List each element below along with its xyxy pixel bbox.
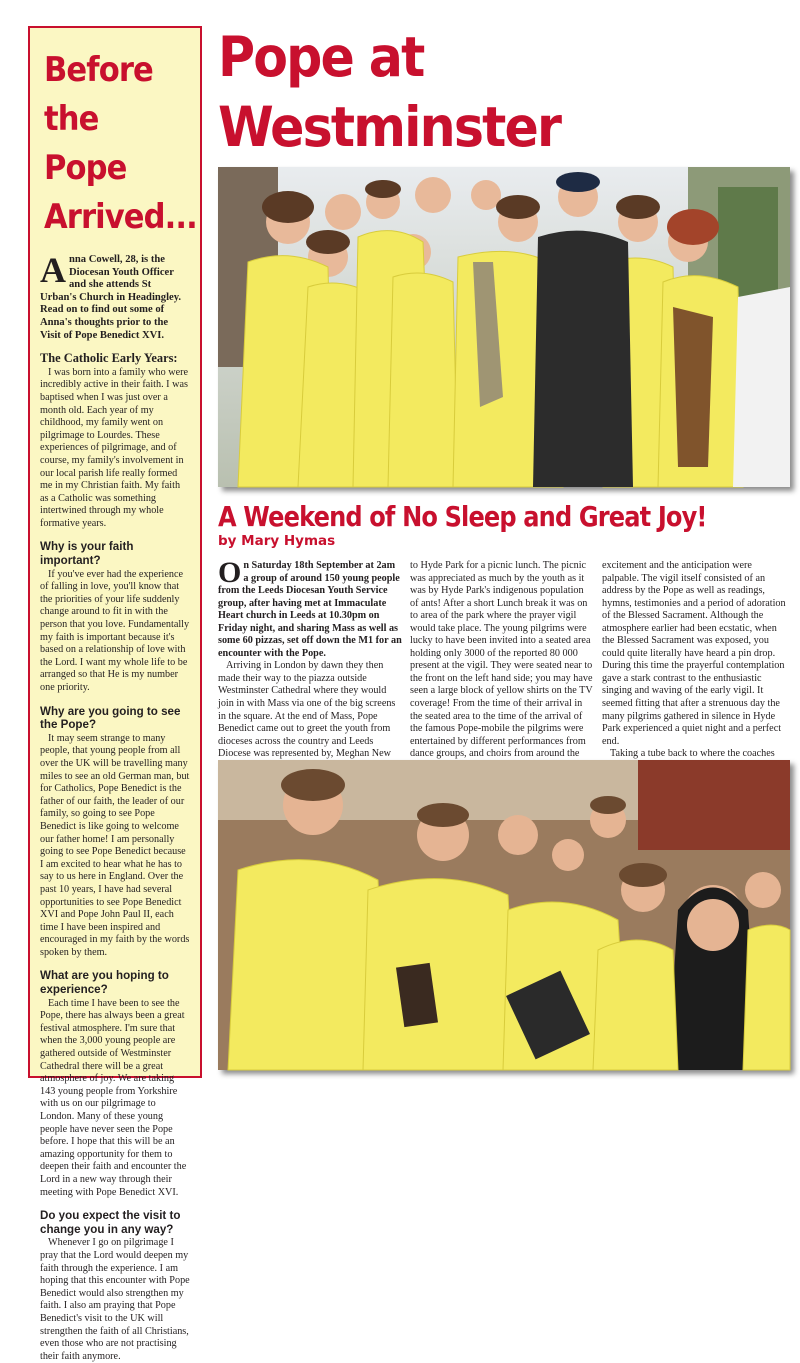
group-photo-bottom (218, 760, 790, 1070)
group-photo-top-image (218, 167, 790, 487)
sidebar-title (44, 46, 215, 242)
sidebar-title-line: the (44, 99, 99, 139)
sidebar-title-line: Before (44, 50, 153, 90)
article-column (602, 560, 786, 760)
section-body: I was born into a family who were incredibly active in their faith. I was baptised when I was just over a month old. Each year of my childhood, my family went on pilgrimage to Lourdes. These experiences of pilgrimage, and of course, my family's involvement in our local parish life really formed me in my Christian faith. My faith as a Catholic was something intertwined through my whole formative years. (40, 366, 189, 529)
sidebar-title-line: Pope (44, 148, 127, 188)
lead-dropcap: O (218, 556, 242, 589)
section-body: Each time I have been to see the Pope, there has always been a great festival atmosphere. I'm sure that when the 3,000 young people are gathered outside of Westminster Cathedral there will be a great atmosphere of joy. We are taking 143 young people from Yorkshire with us on our pilgrimage to London. Many of these young people have never seen the Pope before. I hope that this will be an amazing opportunity for them to deepen their faith and encounter the Lord in a new way through their meeting with Pope Benedict XVI. (40, 997, 187, 1198)
page-title-line: Pope at Westminster (218, 25, 561, 159)
section-heading: Why is your faith important? (40, 540, 134, 568)
section-heading: What are you hoping to experience? (40, 969, 169, 997)
section-body: It may seem strange to many people, that young people from all over the UK will be travelling many miles to see an old German man, but for Catholics, Pope Benedict is the father of our faith, the leader of our family, so going to see Pope Benedict is like going to welcome our father home! I am personally going to see Pope Benedict because I am excited to hear what he has to say to us here in England. Over the past 10 years, I have had several opportunities to see Pope Benedict XVI and Pope John Paul II, each time I have been inspired and encouraged in my faith by the words spoken by them. (40, 732, 190, 958)
section-heading: Do you expect the visit to change you in any way? (40, 1209, 181, 1236)
article-column (410, 560, 594, 760)
article-column (218, 556, 402, 760)
sidebar-intro (40, 250, 190, 342)
lead-text: n Saturday 18th September at 2am a group of around 150 young people from the Leeds Diocesan Youth Service group, after having met at Immaculate Heart church in Leeds at 10.30pm on Friday night, and sharing Mass as well as some 60 pizzas, set off down the M1 for an encounter with the Pope. (218, 560, 402, 659)
article-lead (218, 556, 402, 660)
section-heading: Why are you going to see the Pope? (40, 704, 181, 732)
sidebar-title-line: Arrived... (44, 197, 197, 237)
sidebar-box (28, 26, 202, 1362)
intro-text: nna Cowell, 28, is the Diocesan Youth Officer and she attends St Urban's Church in Headingley. Read on to find out some of Anna's thoughts prior to the Visit of Pope Benedict XVI. (40, 254, 182, 341)
article-paragraph: Arriving in London by dawn they then made their way to the piazza outside Westminster Cathedral where they would join in with Mass via one of the big screens in the square. At the end of Mass, Pope Benedict came out to greet the youth from dioceses across the country and Leeds Diocese was represented by, Meghan New (218, 660, 396, 760)
article-paragraph: Taking a tube back to where the coaches (610, 748, 775, 760)
group-photo-top (218, 167, 790, 487)
article-headline: A Weekend of No Sleep and Great Joy! (218, 500, 707, 533)
section-body: Whenever I go on pilgrimage I pray that the Lord would deepen my faith through the experience. I am hoping that this encounter with Pope Benedict would also strengthen my faith. I also am praying that Pope Benedict's visit to the UK will strengthen the faith of all Christians, even those who are not practising their faith anymore. (40, 1237, 190, 1362)
group-photo-bottom-image (218, 760, 790, 1070)
article-paragraph: to Hyde Park for a picnic lunch. The picnic was appreciated as much by the youth as it was by Hyde Park's indigenous population of ants! After a short Lunch break it was on to area of the park where the prayer vigil would take place. The young pilgrims were lucky to have been invited into a seated area holding only 3000 of the reported 80 000 present at the vigil. They were seated near to the front on the left hand side; you may have seen a large block of yellow shirts on the TV coverage! From the time of their arrival in the seated area to the time of the arrival of the famous Pope-mobile the pilgrims were entertained by different performances from dance groups, and choirs from around the (410, 560, 593, 760)
article-paragraph: excitement and the anticipation were palpable. The vigil itself consisted of an address by the Pope as well as readings, hymns, testimonies and a period of adoration of the Blessed Sacrament. Although the atmosphere earlier had been ecstatic, when the Blessed Sacrament was exposed, you could quite literally have heard a pin drop. During this time the prayerful contemplation gave a stark contrast to the enthusiastic singing and waving of the early vigil. It seemed fitting that after a strenuous day the many pilgrims gathered in silence in Hyde Park experienced a quiet night and a perfect end. (602, 560, 786, 747)
intro-dropcap: A (40, 250, 66, 290)
section-heading: The Catholic Early Years: (40, 351, 178, 366)
article-byline: by Mary Hymas (218, 533, 336, 549)
section-body: If you've ever had the experience of falling in love, you'll know that the priorities of your life suddenly change around to fit in with the person that you love. Fundamentally my faith is important because it's based on a relationship of love with the Lord. I want my whole life to be arranged so that He is my number one priority. (40, 568, 190, 693)
